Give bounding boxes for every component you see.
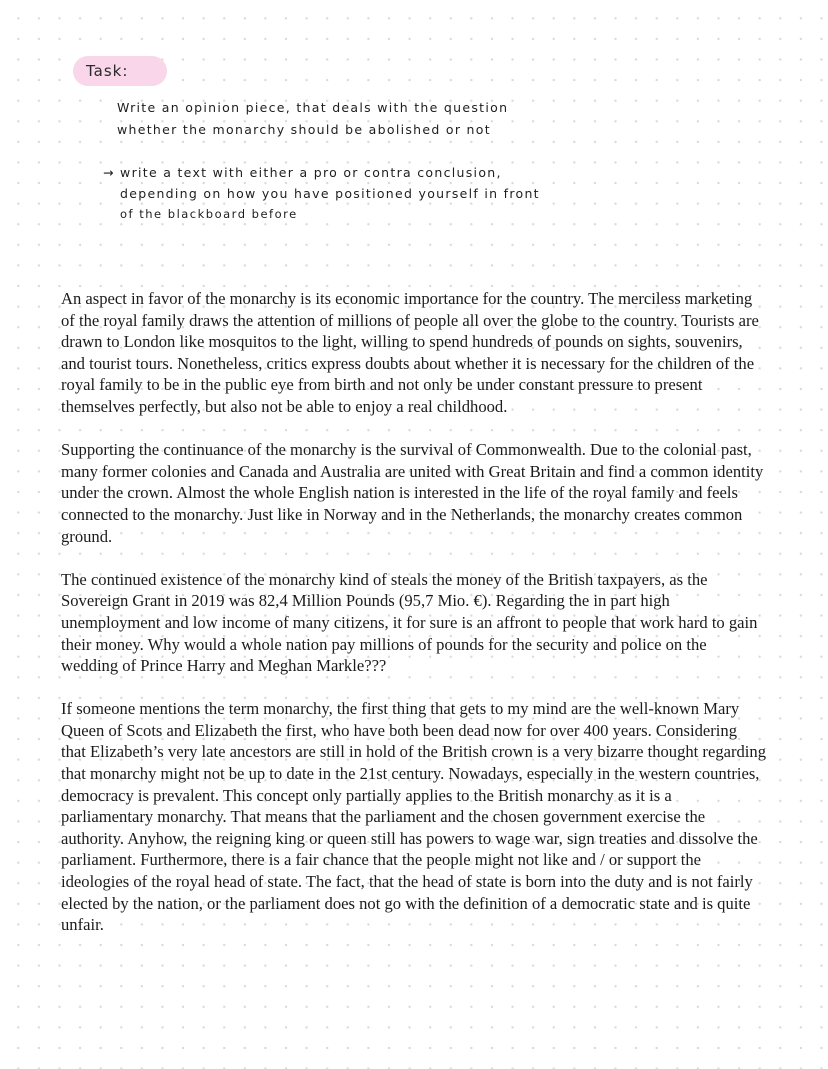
essay-paragraph: An aspect in favor of the monarchy is its economic importance for the country. The merciless marketing of the royal family draws the attention of millions of people all over the globe to the country. Tourists are drawn to London like mosquitos to the light, willing to spend hundreds of pounds on sights, souvenirs, and tourist tours. Nonetheless, critics express doubts about whether it is necessary for the children of the royal family to be in the public eye from birth and not only be under constant pressure to present themselves perfectly, but also not be able to enjoy a real childhood. xyxy=(61,289,759,416)
task-instruction-line: Write an opinion piece, that deals with the question xyxy=(117,100,509,115)
task-label: Task: xyxy=(86,62,129,80)
essay-paragraph: Supporting the continuance of the monarchy is the survival of Commonwealth. Due to the colonial past, many former colonies and Canada and Australia are united with Great Britain and find a common identity under the crown. Almost the whole English nation is interested in the life of the royal family and feels connected to the monarchy. Just like in Norway and in the Netherlands, the monarchy creates common ground. xyxy=(61,440,764,546)
task-note-line: → write a text with either a pro or contra conclusion, xyxy=(103,165,502,180)
task-instruction-line: whether the monarchy should be abolished or not xyxy=(117,122,491,137)
essay-body xyxy=(61,288,766,957)
essay-paragraph: The continued existence of the monarchy kind of steals the money of the British taxpayers, as the Sovereign Grant in 2019 was 82,4 Million Pounds (95,7 Mio. €). Regarding the in part high unemployment and low income of many citizens, it for sure is an affront to people that work hard to gain their money. Why would a whole nation pay millions of pounds for the security and police on the wedding of Prince Harry and Meghan Markle??? xyxy=(61,569,758,676)
task-note xyxy=(103,162,540,225)
task-note-line: of the blackboard before xyxy=(120,207,298,221)
task-note-line: depending on how you have positioned yourself in front xyxy=(120,186,540,201)
task-label-tag xyxy=(73,56,167,86)
task-instruction xyxy=(117,97,508,141)
essay-paragraph: If someone mentions the term monarchy, the first thing that gets to my mind are the well-known Mary Queen of Scots and Elizabeth the first, who have both been dead now for over 400 years. Considering that Elizabeth’s very late ancestors are still in hold of the British crown is a very bizarre thought regarding that monarchy might not be up to date in the 21st century. Nowadays, especially in the western countries, democracy is prevalent. This concept only partially applies to the British monarchy as it is a parliamentary monarchy. That means that the parliament and the chosen government exercise the authority. Anyhow, the reigning king or queen still has powers to wage war, sign treaties and dissolve the parliament. Furthermore, there is a fair chance that the people might not like and / or support the ideologies of the royal head of state. The fact, that the head of state is born into the duty and is not fairly elected by the nation, or the parliament does not go with the definition of a democratic state and is quite unfair. xyxy=(61,699,767,935)
